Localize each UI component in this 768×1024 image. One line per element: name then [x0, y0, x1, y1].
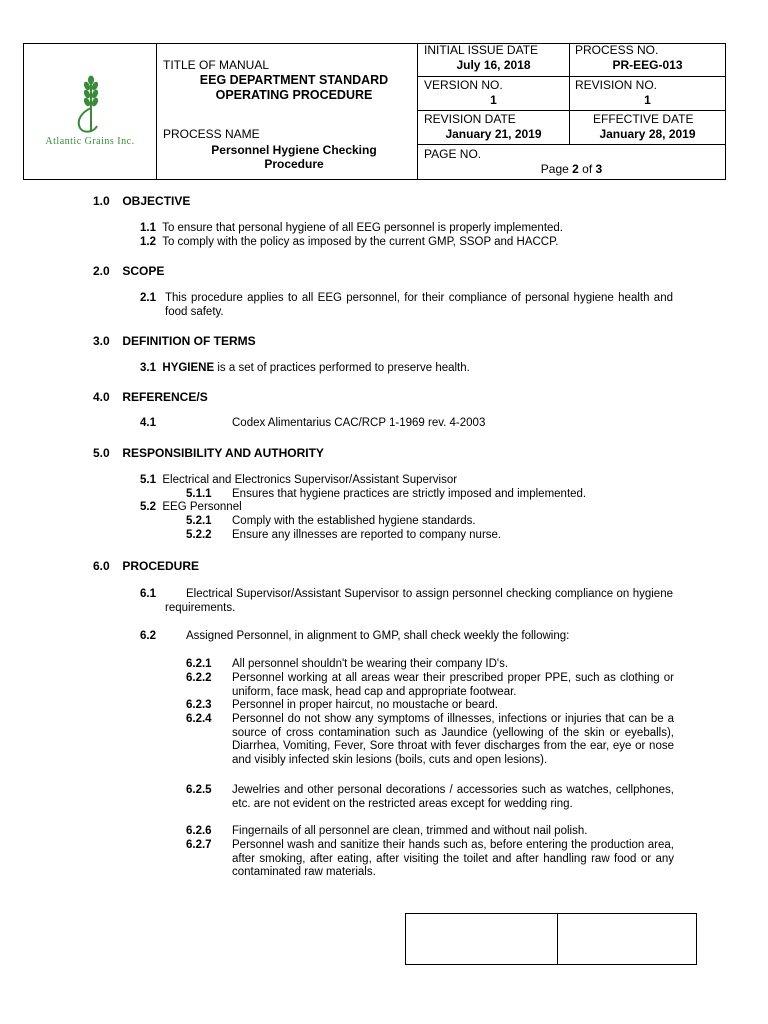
title-of-manual-label: TITLE OF MANUAL [163, 58, 270, 72]
item-text: Jewelries and other personal decorations / accessories such as watches, cellphones, etc. are not evident on the restricted areas except for wedding ring. [232, 784, 674, 810]
section-heading [93, 194, 190, 208]
section-number: 2.0 [93, 264, 110, 278]
section-number: 4.0 [93, 390, 110, 404]
item-text: Ensures that hygiene practices are strictly imposed and implemented. [232, 488, 587, 500]
logo-text: Atlantic Grains Inc. [45, 136, 135, 147]
item-text: To comply with the policy as imposed by the current GMP, SSOP and HACCP. [162, 236, 559, 248]
item-number: 6.2.6 [186, 825, 212, 837]
item-number: 5.2 [140, 501, 156, 513]
divider [156, 44, 157, 179]
item-number: 5.2.2 [186, 529, 212, 541]
list-item [140, 474, 457, 488]
list-item [140, 501, 242, 515]
divider [417, 76, 725, 77]
process-name-label: PROCESS NAME [163, 127, 260, 141]
item-text: Codex Alimentarius CAC/RCP 1-1969 rev. 4-2003 [232, 417, 486, 429]
process-name: Personnel Hygiene Checking Procedure [211, 143, 377, 171]
item-text: is a set of practices performed to preserve health. [217, 362, 470, 374]
page-number [418, 162, 725, 176]
section-number: 3.0 [93, 334, 110, 348]
item-text: EEG Personnel [162, 501, 242, 513]
item-text: Fingernails of all personnel are clean, trimmed and without nail polish. [232, 825, 588, 837]
item-number: 5.1.1 [186, 488, 212, 500]
section-title: SCOPE [122, 264, 165, 278]
company-logo [34, 72, 146, 152]
section-title: PROCEDURE [122, 559, 200, 573]
item-number: 1.2 [140, 236, 156, 248]
process-no: PR-EEG-013 [612, 58, 683, 72]
page-total: 3 [595, 162, 603, 176]
item-number: 6.2 [140, 630, 156, 642]
page-no-label: PAGE NO. [424, 147, 482, 161]
section-title: RESPONSIBILITY AND AUTHORITY [122, 446, 324, 460]
section-title: OBJECTIVE [122, 194, 191, 208]
section-heading [93, 559, 199, 573]
item-text: All personnel shouldn't be wearing their company ID's. [232, 658, 509, 670]
header-table [23, 43, 726, 180]
item-text: Ensure any illnesses are reported to company nurse. [232, 529, 502, 541]
revision-date-label: REVISION DATE [424, 112, 516, 126]
item-number: 4.1 [140, 417, 156, 429]
version-no: 1 [490, 93, 497, 107]
divider [417, 144, 725, 145]
item-number: 6.2.1 [186, 658, 212, 670]
page-current: 2 [572, 162, 579, 176]
section-number: 1.0 [93, 194, 110, 208]
section-heading [93, 390, 208, 404]
section-title: DEFINITION OF TERMS [122, 334, 256, 348]
divider [417, 110, 725, 111]
initial-issue-date-label: INITIAL ISSUE DATE [424, 43, 539, 57]
section-heading [93, 264, 164, 278]
section-number: 6.0 [93, 559, 110, 573]
item-number: 6.2.4 [186, 713, 212, 725]
version-no-label: VERSION NO. [424, 78, 503, 92]
section-number: 5.0 [93, 446, 110, 460]
signature-box [405, 913, 697, 965]
list-item [140, 222, 563, 236]
page-of: of [582, 162, 593, 176]
effective-date-label: EFFECTIVE DATE [593, 112, 694, 126]
item-number: 6.1 [140, 588, 156, 600]
item-number: 5.2.1 [186, 515, 212, 527]
revision-no: 1 [644, 93, 651, 107]
process-no-label: PROCESS NO. [575, 43, 659, 57]
item-text: Electrical Supervisor/Assistant Supervisor to assign personnel checking compliance on hygiene requirements. [165, 588, 673, 614]
manual-title: EEG DEPARTMENT STANDARD OPERATING PROCEDURE [199, 73, 389, 102]
item-number: 6.2.3 [186, 699, 212, 711]
section-title: REFERENCE/S [122, 390, 208, 404]
item-text: This procedure applies to all EEG personnel, for their compliance of personal hygiene health and food safety. [165, 292, 673, 318]
page-word: Page [540, 162, 569, 176]
item-number: 6.2.5 [186, 784, 212, 796]
list-item [140, 362, 470, 376]
list-item [140, 236, 558, 250]
revision-no-label: REVISION NO. [575, 78, 658, 92]
item-text: Personnel working at all areas wear their prescribed proper PPE, such as clothing or uniform, face mask, head cap and appropriate footwear. [232, 672, 674, 698]
item-number: 6.2.2 [186, 672, 212, 684]
effective-date: January 28, 2019 [599, 127, 696, 141]
item-number: 1.1 [140, 222, 156, 234]
section-heading [93, 446, 324, 460]
item-number: 3.1 [140, 362, 156, 374]
revision-date: January 21, 2019 [445, 127, 542, 141]
item-text: Electrical and Electronics Supervisor/Assistant Supervisor [162, 474, 458, 486]
item-number: 6.2.7 [186, 839, 212, 851]
item-text: Personnel in proper haircut, no moustache or beard. [232, 699, 498, 711]
divider [557, 914, 558, 964]
initial-issue-date: July 16, 2018 [456, 58, 531, 72]
item-text: Comply with the established hygiene standards. [232, 515, 476, 527]
item-text: Personnel do not show any symptoms of illnesses, infections or injuries that can be a source of cross contamination such as Jaundice (yellowing of the skin or eyeballs), Diarrhea, Vomiting, Fever, Sore throat with fever discharges from the ear, eye or nose and visibly infected skin lesions (boils, cuts and open lesions). [232, 713, 674, 767]
item-text: To ensure that personal hygiene of all EEG personnel is properly implemented. [162, 222, 563, 234]
section-heading [93, 334, 256, 348]
item-text: Assigned Personnel, in alignment to GMP, shall check weekly the following: [186, 630, 570, 642]
item-number: 2.1 [140, 292, 156, 304]
item-text: Personnel wash and sanitize their hands such as, before entering the production area, after smoking, after eating, after visiting the toilet and after handling raw food or any contaminated raw materials. [232, 839, 674, 879]
item-number: 5.1 [140, 474, 156, 486]
term: HYGIENE [162, 362, 215, 374]
